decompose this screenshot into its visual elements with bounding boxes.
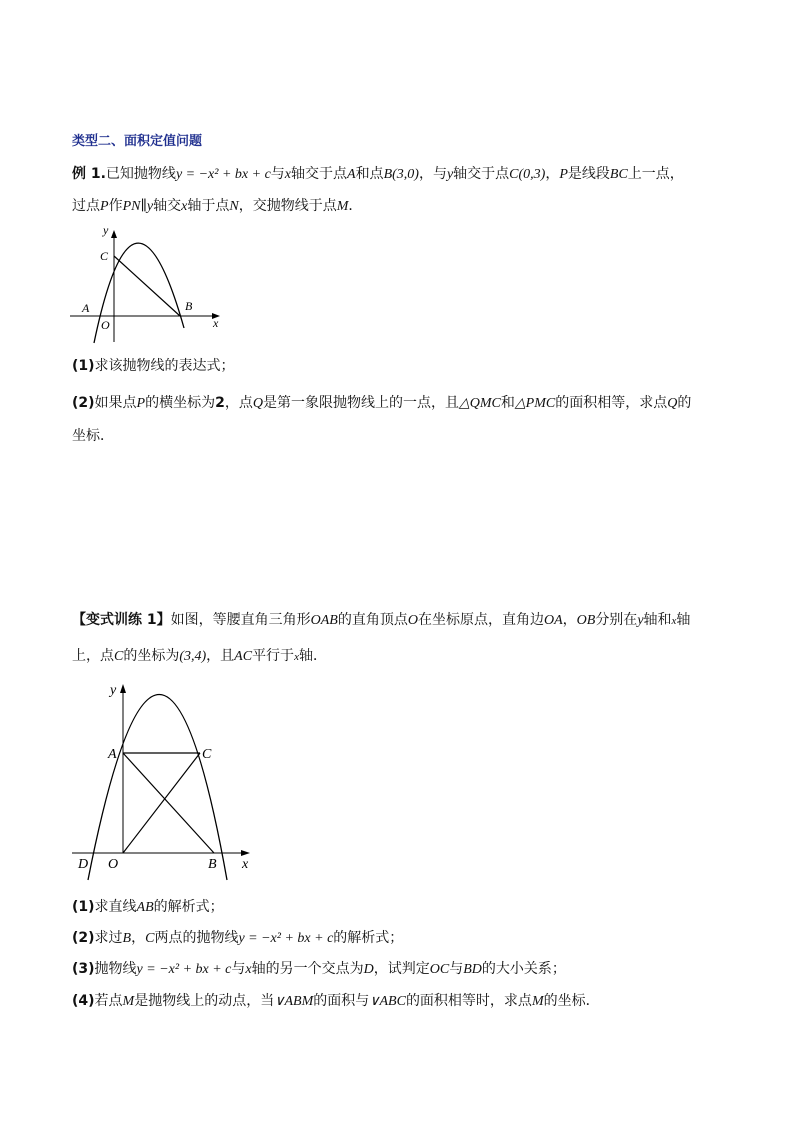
fig2-label-b: B: [208, 857, 217, 872]
fig1-label-a: A: [82, 301, 90, 315]
section-title: 类型二、面积定值问题: [72, 134, 203, 149]
variant-question-1: (1)求直线AB的解析式；: [72, 899, 224, 915]
fig1-label-x: x: [213, 316, 219, 330]
example-question-1: (1)求该抛物线的表达式；: [72, 358, 235, 374]
fig2-label-x: x: [242, 857, 249, 872]
variant-line-2: 上，点C的坐标为(3,4)，且AC平行于x轴．: [72, 648, 327, 664]
fig2-y-arrow: [120, 684, 126, 693]
fig2-label-y: y: [110, 683, 117, 698]
fig2-segment-oc: [123, 753, 200, 853]
fig2-x-arrow: [241, 850, 250, 856]
example-question-2: (2)如果点P的横坐标为2，点Q是第一象限抛物线上的一点，且△QMC和△PMC的面积相等，求点Q的 坐标．: [72, 395, 692, 444]
variant-question-3: (3)抛物线y = −x² + bx + c与x轴的另一个交点为D，试判定OC与BD的大小关系；: [72, 961, 566, 977]
fig1-label-o: O: [101, 318, 110, 332]
variant-question-4: (4)若点M是抛物线上的动点，当∨ABM的面积与∨ABC的面积相等时，求点M的坐标．: [72, 993, 600, 1009]
fig2-label-a: A: [108, 747, 117, 762]
fig1-label-c: C: [100, 249, 109, 263]
fig2-label-d: D: [78, 857, 89, 872]
fig1-label-b: B: [185, 299, 193, 313]
fig1-y-arrow: [111, 230, 117, 238]
fig2-segment-ab: [123, 753, 214, 853]
fig2-label-c: C: [202, 747, 212, 762]
figure-1-parabola: [70, 222, 230, 344]
variant-line-1: 【变式训练 1】如图，等腰直角三角形OAB的直角顶点O在坐标原点，直角边OA，OB分别在y轴和x轴: [72, 612, 691, 628]
fig1-label-y: y: [103, 223, 109, 237]
example-line-2: 过点P作PN∥y轴交x轴于点N，交抛物线于点M．: [72, 198, 363, 214]
fig2-label-o: O: [108, 857, 119, 872]
example-line-1: 例 1.已知抛物线y = −x² + bx + c与x轴交于点A和点B(3,0)，与y轴交于点C(0,3)，P是线段BC上一点，: [72, 166, 684, 182]
figure-2-parabola: [72, 676, 258, 882]
variant-question-2: (2)求过B，C两点的抛物线y = −x² + bx + c的解析式；: [72, 930, 404, 946]
fig2-parabola: [88, 695, 227, 881]
